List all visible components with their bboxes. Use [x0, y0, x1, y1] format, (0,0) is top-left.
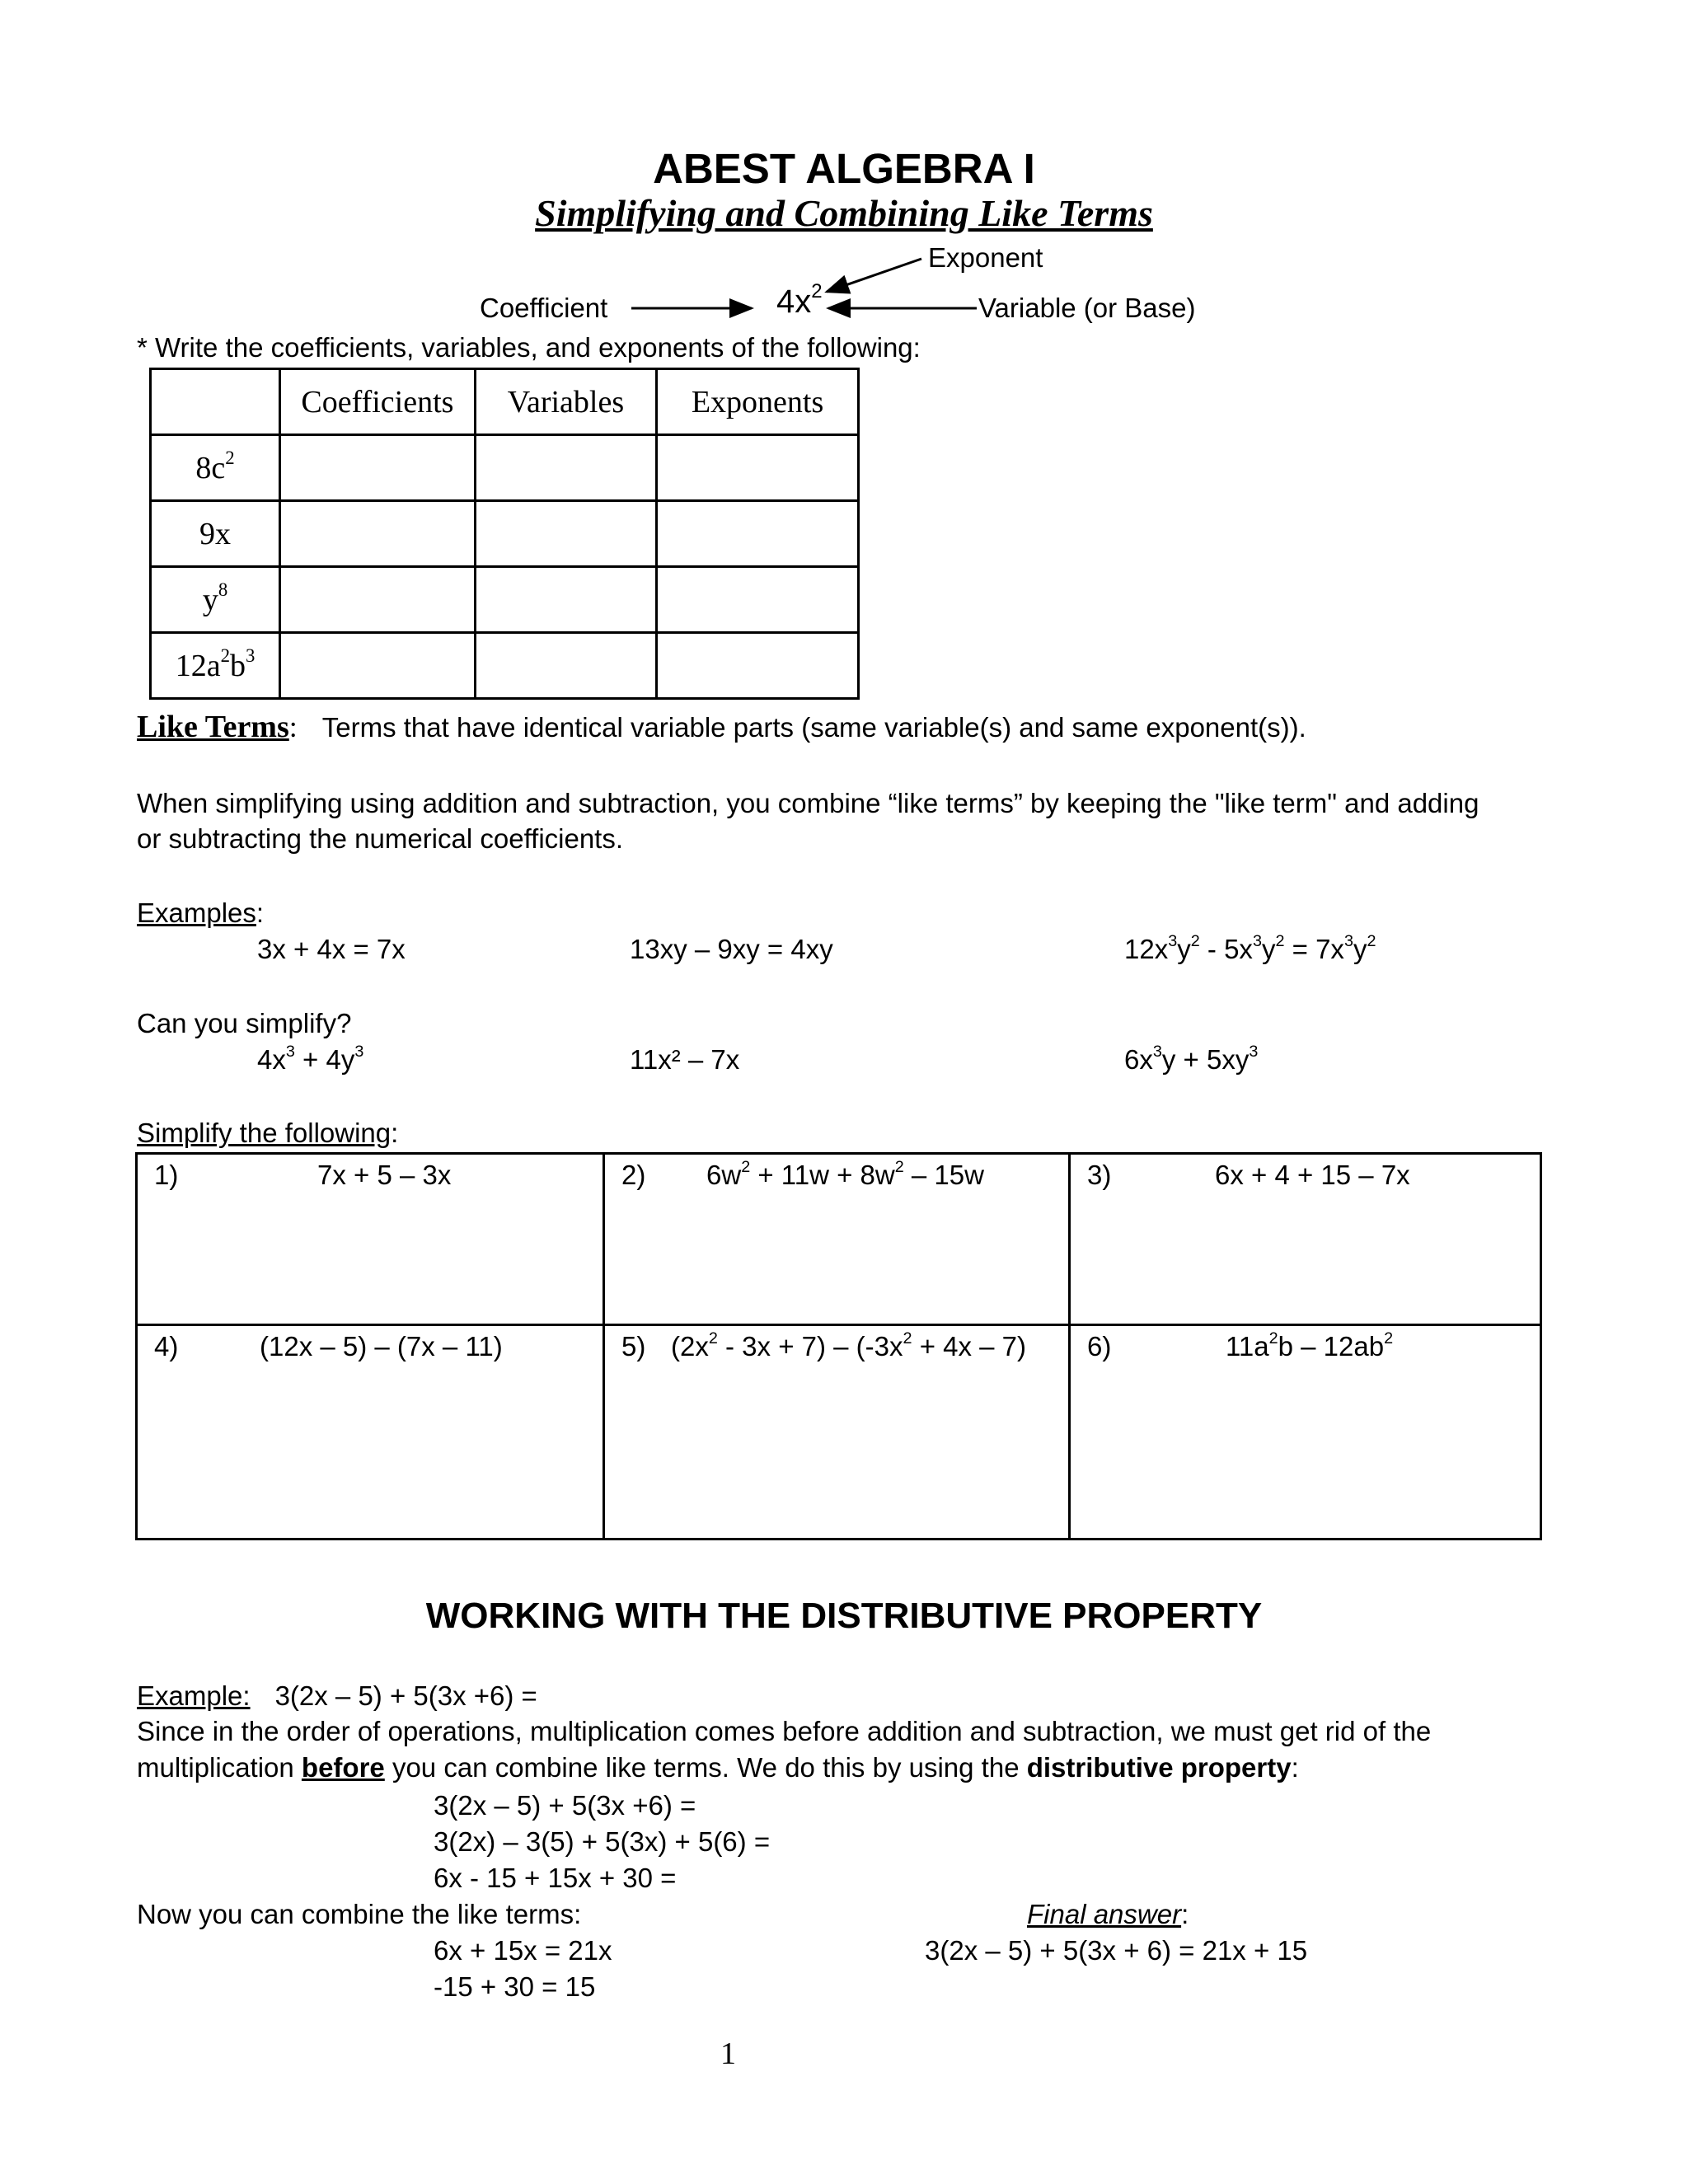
distributive-example: Example: 3(2x – 5) + 5(3x +6) = — [137, 1680, 537, 1711]
table-header-cell: Exponents — [657, 369, 859, 435]
combine-step-1: 6x + 15x = 21x — [434, 1935, 612, 1966]
exponent-answer-cell[interactable] — [657, 633, 859, 699]
problem-cell[interactable] — [1070, 1154, 1541, 1325]
table-header-cell: Coefficients — [280, 369, 476, 435]
distributive-step-2: 3(2x) – 3(5) + 5(3x) + 5(6) = — [434, 1826, 771, 1857]
problem-expression: $11a^2b - 12ab^2$ — [1226, 1329, 1394, 1361]
can-you-simplify-label: Can you simplify? — [137, 1008, 352, 1038]
coefficients-table — [149, 368, 860, 700]
example-1: 3x + 4x = 7x — [257, 934, 406, 964]
combine-instruction: Now you can combine the like terms: — [137, 1899, 582, 1929]
coefficient-answer-cell[interactable] — [280, 567, 476, 633]
exponent-label: Exponent — [928, 242, 1043, 273]
instruction-text: * Write the coefficients, variables, and exponents of the following: — [137, 332, 921, 363]
combine-step-2: -15 + 30 = 15 — [434, 1971, 596, 2002]
can-you-1: $4x^3 + 4y^3$ — [257, 1043, 364, 1075]
problem-number: 6) — [1087, 1331, 1112, 1361]
term-cell: $8c^2$ — [151, 435, 280, 501]
problem-expression: 7x + 5 – 3x — [317, 1160, 452, 1190]
problem-number: 2) — [621, 1160, 646, 1190]
variable-label: Variable (or Base) — [978, 293, 1196, 323]
variable-answer-cell[interactable] — [475, 501, 656, 567]
problem-cell[interactable] — [1070, 1325, 1541, 1540]
term-diagram-arrows — [0, 0, 1688, 346]
problem-number: 1) — [154, 1160, 179, 1190]
problem-cell[interactable] — [137, 1325, 604, 1540]
variable-answer-cell[interactable] — [475, 633, 656, 699]
distributive-explanation-line1: Since in the order of operations, multiplication comes before addition and subtraction, we must get rid of the — [137, 1716, 1432, 1746]
final-answer-label: Final answer: — [1027, 1899, 1189, 1929]
example-2: 13xy – 9xy = 4xy — [630, 934, 833, 964]
example-3: $12x^3y^2 - 5x^3y^2 = 7x^3y^2$ — [1124, 932, 1376, 964]
variable-answer-cell[interactable] — [475, 435, 656, 501]
final-answer-expression: 3(2x – 5) + 5(3x + 6) = 21x + 15 — [925, 1935, 1308, 1966]
coefficient-answer-cell[interactable] — [280, 435, 476, 501]
problem-number: 3) — [1087, 1160, 1112, 1190]
can-you-3: $6x^3y + 5xy^3$ — [1124, 1043, 1259, 1075]
table-header-cell: Variables — [475, 369, 656, 435]
distributive-explanation-line2: multiplication before you can combine like terms. We do this by using the distributive property: — [137, 1752, 1299, 1783]
like-terms-definition: Like Terms: Terms that have identical variable parts (same variable(s) and same exponent(s)). — [137, 710, 1306, 744]
problem-number: 4) — [154, 1331, 179, 1361]
term-cell: 9x — [151, 501, 280, 567]
combining-explanation-line2: or subtracting the numerical coefficients. — [137, 823, 624, 854]
table-row — [151, 435, 859, 501]
table-row — [151, 567, 859, 633]
like-terms-label: Like Terms — [137, 710, 289, 744]
can-you-2: 11x² – 7x — [630, 1044, 740, 1075]
variable-answer-cell[interactable] — [475, 567, 656, 633]
problem-cell[interactable] — [604, 1325, 1070, 1540]
distributive-step-3: 6x - 15 + 15x + 30 = — [434, 1863, 677, 1893]
examples-label: Examples: — [137, 898, 265, 928]
section-heading: WORKING WITH THE DISTRIBUTIVE PROPERTY — [425, 1596, 1263, 1636]
coefficient-answer-cell[interactable] — [280, 501, 476, 567]
problem-expression: $(2x^2 - 3x + 7) - (-3x^2 + 4x - 7)$ — [671, 1329, 1027, 1361]
page-title: ABEST ALGEBRA I — [653, 145, 1035, 192]
problem-cell[interactable] — [604, 1154, 1070, 1325]
table-header-row — [151, 369, 859, 435]
exponent-answer-cell[interactable] — [657, 567, 859, 633]
simplify-problems-grid — [135, 1152, 1542, 1540]
combining-explanation-line1: When simplifying using addition and subtraction, you combine “like terms” by keeping the "like term" and adding — [137, 788, 1479, 818]
problem-number: 5) — [621, 1331, 646, 1361]
problem-expression: (12x – 5) – (7x – 11) — [260, 1331, 503, 1361]
simplify-label: Simplify the following: — [137, 1118, 399, 1148]
term-cell: $y^8$ — [151, 567, 280, 633]
exponent-arrow — [827, 259, 921, 292]
page-number: 1 — [720, 2036, 736, 2071]
coefficient-answer-cell[interactable] — [280, 633, 476, 699]
table-row — [151, 633, 859, 699]
problem-cell[interactable] — [137, 1154, 604, 1325]
exponent-answer-cell[interactable] — [657, 501, 859, 567]
page-subtitle: Simplifying and Combining Like Terms — [535, 192, 1153, 234]
distributive-step-1: 3(2x – 5) + 5(3x +6) = — [434, 1790, 696, 1821]
table-row — [151, 501, 859, 567]
term-cell: $12a^2b^3$ — [151, 633, 280, 699]
exponent-answer-cell[interactable] — [657, 435, 859, 501]
problem-expression: $6w^2 + 11w + 8w^2 - 15w$ — [706, 1158, 984, 1190]
coefficient-label: Coefficient — [480, 293, 608, 323]
example-term: $4x^2$ — [776, 280, 823, 320]
problem-expression: 6x + 4 + 15 – 7x — [1215, 1160, 1410, 1190]
table-header-cell — [151, 369, 280, 435]
